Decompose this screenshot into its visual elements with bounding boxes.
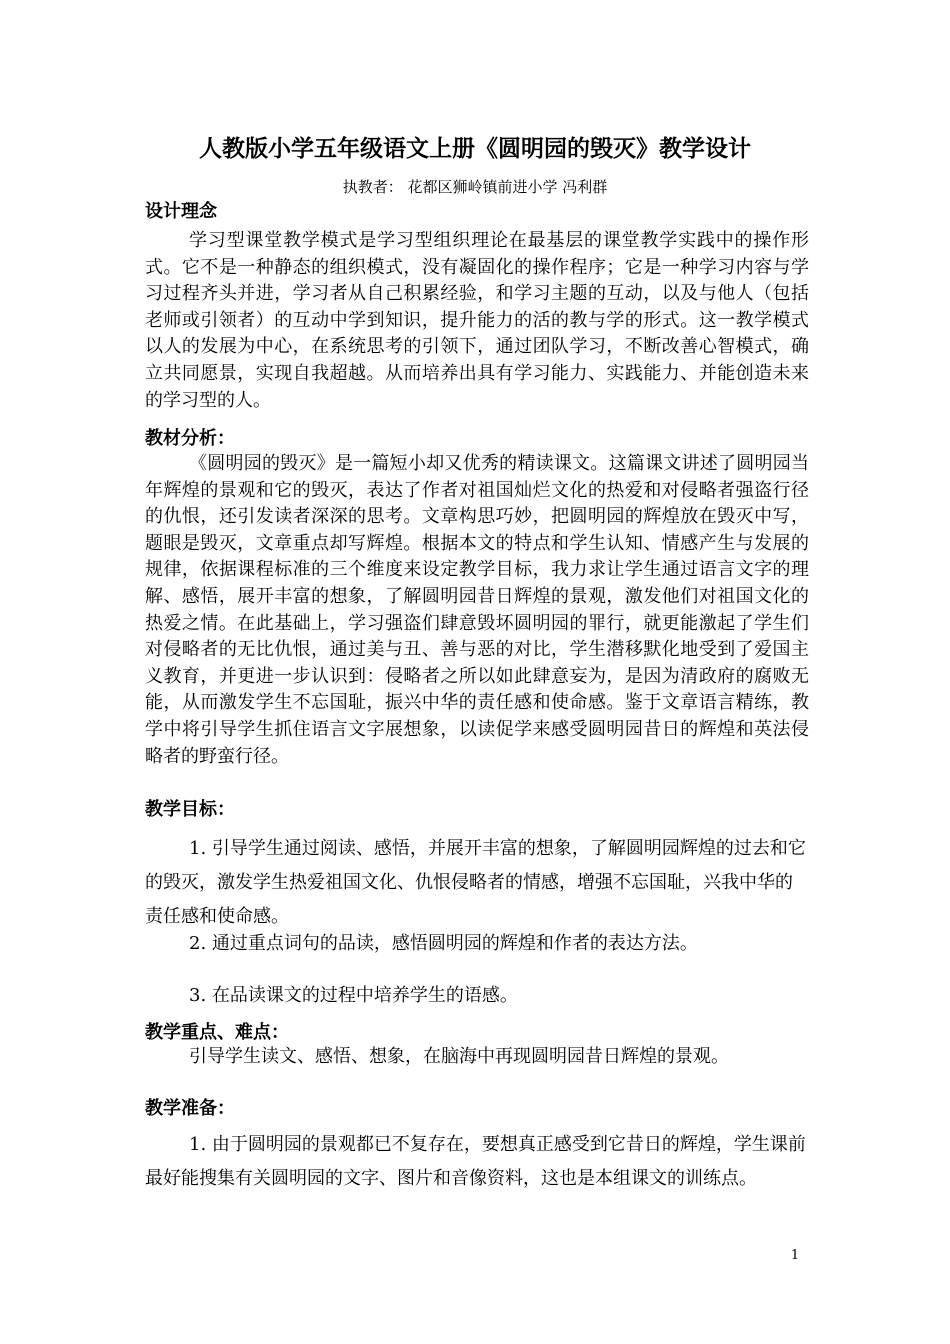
document-title: 人教版小学五年级语文上册《圆明园的毁灭》教学设计 [199, 136, 751, 162]
paragraph-design-concept: 学习型课堂教学模式是学习型组织理论在最基层的课堂教学实践中的操作形式。它不是一种静态的组织模式，没有凝固化的操作程序；它是一种学习内容与学习过程齐头并进，学习者从自己积累经验，和学习主题的互动，以及与他人（包括老师或引领者）的互动中学到知识，提升能力的活的教与学的形式。这一教学模式以人的发展为中心，在系统思考的引领下，通过团队学习，不断改善心智模式，确立共同愿景，实现自我超越。从而培养出具有学习能力、实践能力、并能创造未来的学习型的人。 [145, 230, 809, 411]
section-heading-design-concept: 设计理念 [145, 201, 217, 222]
paragraph-material-analysis: 《圆明园的毁灭》是一篇短小却又优秀的精读课文。这篇课文讲述了圆明园当年辉煌的景观和它的毁灭，表达了作者对祖国灿烂文化的热爱和对侵略者强盗行径的仇恨，还引发读者深深的思考。文章构思巧妙，把圆明园的辉煌放在毁灭中写，题眼是毁灭，文章重点却写辉煌。根据本文的特点和学生认知、情感产生与发展的规律，依据课程标准的三个维度来设定教学目标，我力求让学生通过语言文字的理解、感悟，展开丰富的想象，了解圆明园昔日辉煌的景观，激发他们对祖国文化的热爱之情。在此基础上，学习强盗们肆意毁坏圆明园的罪行，就更能激起了学生们对侵略者的无比仇恨，通过美与丑、善与恶的对比，学生潜移默化地受到了爱国主义教育，并更进一步认识到：侵略者之所以如此肆意妄为，是因为清政府的腐败无能，从而激发学生不忘国耻，振兴中华的责任感和使命感。鉴于文章语言精练，教学中将引导学生抓住语言文字展想象，以读促学来感受圆明园昔日的辉煌和英法侵略者的野蛮行径。 [145, 453, 809, 767]
paragraph-key-points: 引导学生读文、感悟、想象，在脑海中再现圆明园昔日辉煌的景观。 [189, 1046, 729, 1067]
goal-item-1: 1. 引导学生通过阅读、感悟，并展开丰富的想象，了解圆明园辉煌的过去和它的毁灭，激发学生热爱祖国文化、仇恨侵略者的情感，增强不忘国耻，兴我中华的责任感和使命感。 [145, 838, 806, 927]
goal-item-3: 3. 在品读课文的过程中培养学生的语感。 [189, 985, 518, 1006]
section-heading-material-analysis: 教材分析： [145, 428, 235, 449]
goal-item-2: 2. 通过重点词句的品读，感悟圆明园的辉煌和作者的表达方法。 [189, 933, 698, 954]
section-heading-preparation: 教学准备： [145, 1098, 235, 1119]
page-number: 1 [790, 1248, 800, 1263]
author-line: 执教者： 花都区狮岭镇前进小学 冯利群 [342, 178, 608, 196]
section-heading-key-points: 教学重点、难点： [145, 1022, 289, 1043]
section-heading-teaching-goals: 教学目标： [145, 799, 235, 820]
preparation-item-1: 1. 由于圆明园的景观都已不复存在，要想真正感受到它昔日的辉煌，学生课前最好能搜集有关圆明园的文字、图片和音像资料，这也是本组课文的训练点。 [145, 1134, 806, 1189]
